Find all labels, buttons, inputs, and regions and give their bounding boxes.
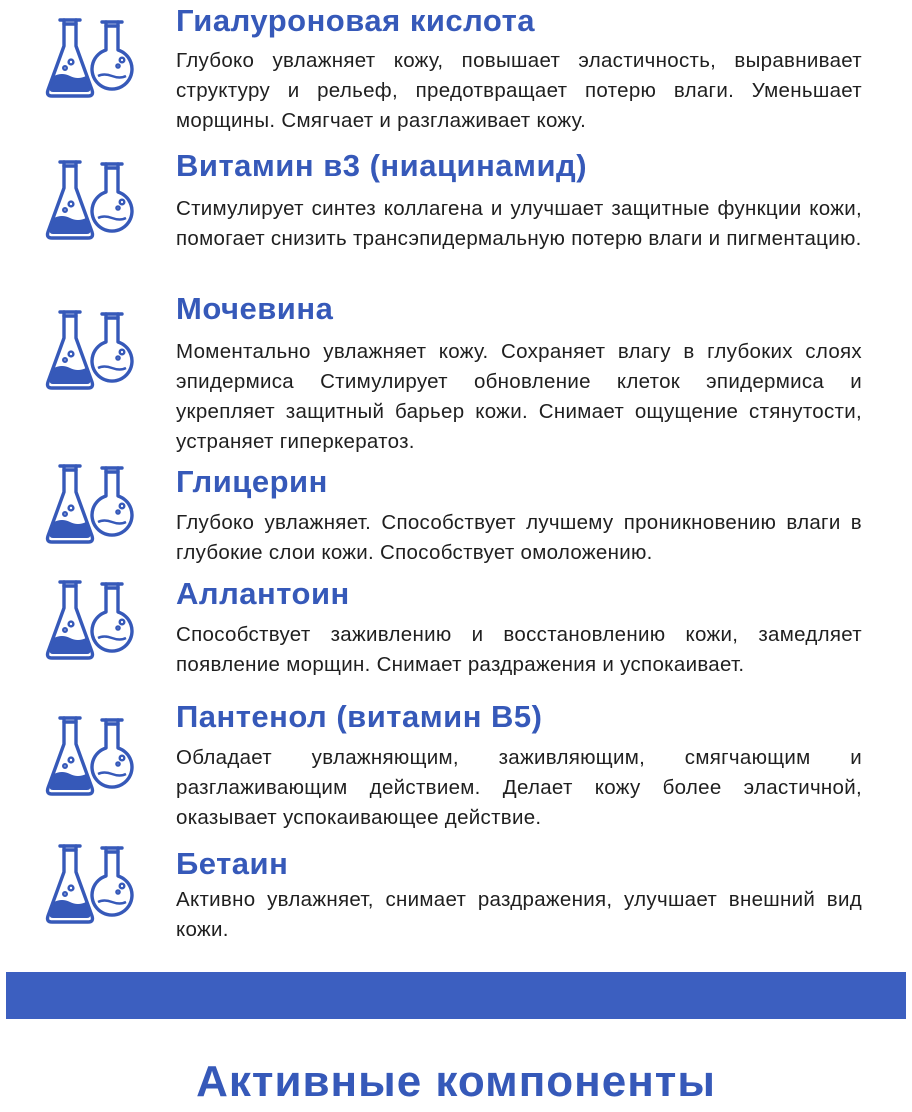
section-heading: Активные компоненты — [196, 1057, 716, 1106]
ingredient-description: Стимулирует синтез коллагена и улучшает защитные функции кожи, помогает снизить трансэпидермальную потерю влаги и пигментацию. — [176, 197, 862, 250]
ingredient-description: Обладает увлажняющим, заживляющим, смягчающим и разглаживающим действием. Делает кожу более эластичной, оказывает успокаивающее действие. — [176, 746, 862, 829]
ingredient-title: Гиалуроновая кислота — [176, 3, 536, 38]
ingredient-description: Глубоко увлажняет кожу, повышает эластичность, выравнивает структуру и рельеф, предотвращает потерю влаги. Уменьшает морщины. Смягчает и разглаживает кожу. — [176, 49, 862, 132]
ingredient-title: Глицерин — [176, 464, 328, 499]
lab-flasks-icon — [40, 578, 140, 664]
accent-band — [6, 972, 906, 1019]
ingredient-description: Моментально увлажняет кожу. Сохраняет влагу в глубоких слоях эпидермиса Стимулирует обновление клеток эпидермиса и укрепляет защитный барьер кожи. Снимает ощущение стянутости, устраняет гиперкератоз. — [176, 340, 862, 453]
lab-flasks-icon — [40, 308, 140, 394]
ingredient-title: Аллантоин — [176, 576, 350, 611]
ingredient-description: Активно увлажняет, снимает раздражения, улучшает внешний вид кожи. — [176, 888, 862, 941]
lab-flasks-icon — [40, 842, 140, 928]
ingredient-title: Пантенол (витамин В5) — [176, 699, 543, 734]
lab-flasks-icon — [40, 16, 140, 102]
ingredient-title: Витамин в3 (ниацинамид) — [176, 148, 588, 183]
ingredient-description: Способствует заживлению и восстановлению кожи, замедляет появление морщин. Снимает раздражения и успокаивает. — [176, 623, 862, 676]
lab-flasks-icon — [40, 462, 140, 548]
ingredient-description: Глубоко увлажняет. Способствует лучшему проникновению влаги в глубокие слои кожи. Способствует омоложению. — [176, 511, 862, 564]
lab-flasks-icon — [40, 158, 140, 244]
ingredient-title: Мочевина — [176, 291, 334, 326]
lab-flasks-icon — [40, 714, 140, 800]
ingredient-title: Бетаин — [176, 846, 289, 881]
